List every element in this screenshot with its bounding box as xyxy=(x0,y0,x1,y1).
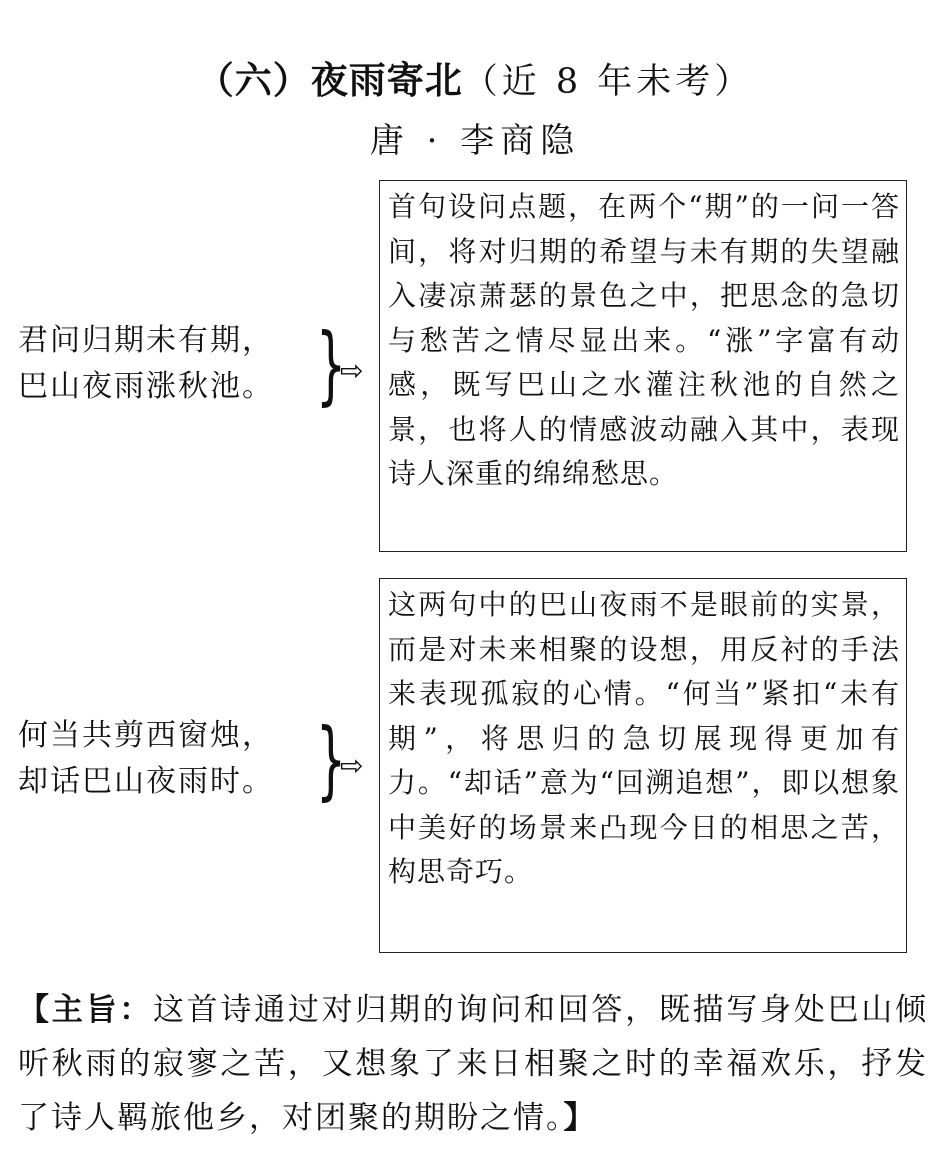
commentary-box-2 xyxy=(379,578,907,953)
brace-icon: } xyxy=(316,710,347,810)
commentary-text: 这两句中的巴山夜雨不是眼前的实景，而是对未来相聚的设想，用反衬的手法来表现孤寂的心情。“何当”紧扣“未有期”，将思归的急切展现得更加有力。“却话”意为“回溯追想”，即以想象中美好的场景来凸现今日的相思之苦，构思奇巧。 xyxy=(388,588,900,888)
commentary-box-1 xyxy=(379,180,907,552)
exam-note: （近 8 年未考） xyxy=(462,62,754,102)
poem-line: 巴山夜雨涨秋池。 xyxy=(18,369,274,404)
theme-label: 主旨： xyxy=(51,992,153,1028)
arrow-right-icon: ⇨ xyxy=(340,749,364,782)
close-bracket: 】 xyxy=(563,1100,597,1136)
commentary-text: 首句设问点题，在两个“期”的一问一答间，将对归期的希望与未有期的失望融入凄凉萧瑟的景色之中，把思念的急切与愁苦之情尽显出来。“涨”字富有动感，既写巴山之水灌注秋池的自然之景，也将人的情感波动融入其中，表现诗人深重的绵绵愁思。 xyxy=(388,190,900,490)
arrow-right-icon: ⇨ xyxy=(340,354,364,387)
poem-line: 君问归期未有期， xyxy=(18,323,274,358)
poem-lines-2 xyxy=(18,713,318,805)
poem-lines-1 xyxy=(18,318,318,410)
poem-line: 却话巴山夜雨时。 xyxy=(18,764,274,799)
brace-icon: } xyxy=(316,315,347,415)
page-title xyxy=(0,56,950,107)
poem-title: （六）夜雨寄北 xyxy=(196,59,463,102)
poem-author: 唐 · 李商隐 xyxy=(369,121,581,161)
open-bracket: 【 xyxy=(18,992,52,1028)
poem-line: 何当共剪西窗烛， xyxy=(18,718,274,753)
theme-summary xyxy=(18,983,928,1145)
theme-text: 这首诗通过对归期的询问和回答，既描写身处巴山倾听秋雨的寂寥之苦，又想象了来日相聚之时的幸福欢乐，抒发了诗人羁旅他乡，对团聚的期盼之情。 xyxy=(18,992,929,1136)
